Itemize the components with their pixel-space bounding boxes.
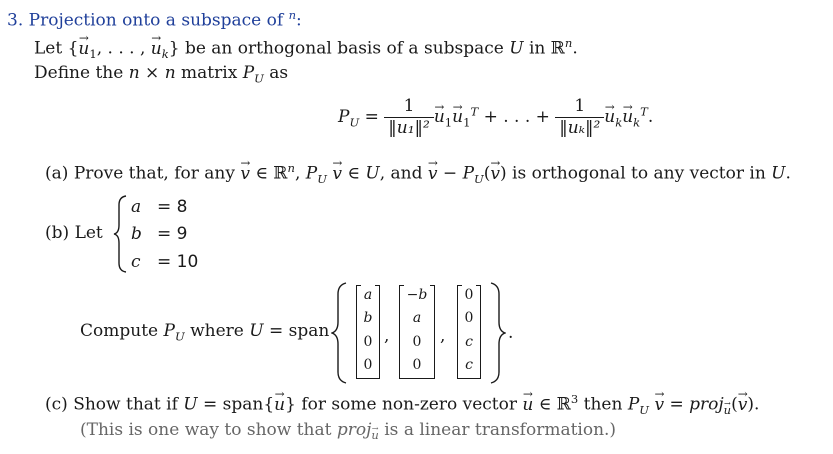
set-period: . bbox=[508, 323, 514, 343]
vector-u: → u bbox=[274, 395, 285, 415]
compute-U: U bbox=[249, 321, 264, 341]
superscript-n: n bbox=[564, 36, 573, 50]
vector-2-entry-3: 0 bbox=[412, 334, 422, 350]
formula-u1-sub: 1 bbox=[444, 115, 453, 130]
vector-v-3: → v bbox=[428, 164, 438, 184]
part-a-text-2: ∈ ℝ bbox=[250, 163, 288, 184]
text-let: Let { bbox=[34, 38, 79, 59]
part-a-U-2: U bbox=[771, 163, 786, 184]
part-c-U: U bbox=[183, 394, 198, 415]
part-a-text-1: Prove that, for any bbox=[73, 163, 241, 184]
part-c-text-6: = bbox=[664, 394, 690, 415]
formula-uk: → u bbox=[604, 109, 615, 126]
part-c-note-2: is a linear transformation.) bbox=[378, 420, 617, 440]
part-a-text-5: , and bbox=[379, 163, 428, 184]
case-value-a: = 8 bbox=[157, 197, 188, 217]
set-left-brace-icon bbox=[331, 282, 349, 384]
part-c-label: (c) bbox=[45, 394, 68, 415]
text-basis: } be an orthogonal basis of a subspace bbox=[168, 38, 510, 59]
text-define: Define the bbox=[34, 63, 129, 83]
part-c-proj: proj bbox=[689, 394, 724, 415]
problem-heading bbox=[7, 8, 302, 31]
text-in-R: in ℝ bbox=[523, 38, 565, 59]
part-c-sup-3: 3 bbox=[570, 392, 579, 406]
formula-transpose-k: T bbox=[640, 104, 648, 119]
vector-3-entry-4: c bbox=[465, 357, 473, 373]
note-proj-subscript-u: → $_u$ bbox=[371, 428, 378, 442]
vector-v: → v bbox=[240, 164, 250, 184]
part-c-text-4: ∈ ℝ bbox=[533, 394, 571, 415]
part-c-text-2: = span{ bbox=[197, 394, 275, 415]
vector-3-entry-2: 0 bbox=[464, 310, 474, 326]
vector-v-c-2: → v bbox=[738, 395, 748, 415]
vector-2-entry-2: a bbox=[412, 310, 422, 326]
vector-v-2: → v bbox=[332, 164, 342, 184]
part-a-text-7: ( bbox=[483, 163, 491, 184]
part-a-text-8: ) is orthogonal to any vector in bbox=[500, 163, 772, 184]
compute-P: P bbox=[163, 321, 175, 341]
part-b-let: Let bbox=[74, 223, 103, 243]
formula-u1-transpose: → u bbox=[452, 109, 463, 126]
formula-ukt-sub: k bbox=[633, 115, 641, 130]
part-a-text-3: , bbox=[294, 163, 306, 184]
vector-separator-1: , bbox=[384, 326, 390, 346]
formula-subscript-U: U bbox=[349, 115, 360, 130]
part-c-text-3: } for some non-zero vector bbox=[285, 394, 523, 415]
case-row-c bbox=[131, 252, 198, 272]
part-a-text-6: − bbox=[437, 163, 463, 184]
compute-P-sub: U bbox=[174, 329, 185, 344]
part-a-P-2: P bbox=[462, 163, 475, 184]
compute-text: Compute bbox=[80, 321, 164, 341]
part-a-end: . bbox=[785, 163, 791, 184]
part-a-P: P bbox=[305, 163, 318, 184]
case-var-a: a bbox=[131, 197, 142, 217]
part-a-P-sub: U bbox=[317, 172, 327, 187]
fraction-1 bbox=[384, 98, 434, 137]
part-a-sup-n: n bbox=[287, 161, 295, 175]
fraction-1-denominator: ‖u₁‖² bbox=[388, 118, 430, 138]
fraction-1-numerator: 1 bbox=[384, 98, 434, 118]
subscript-k: k bbox=[161, 47, 169, 62]
part-b-label-line bbox=[45, 223, 103, 243]
problem-line-2 bbox=[34, 63, 288, 85]
cases-brace-icon bbox=[113, 195, 129, 273]
problem-number: 3. bbox=[7, 10, 24, 31]
fraction-k-denominator: ‖uₖ‖² bbox=[559, 118, 601, 138]
case-value-c: = 10 bbox=[157, 252, 199, 272]
compute-line bbox=[80, 321, 329, 343]
part-c-text-5: then bbox=[578, 394, 628, 415]
part-c-note-proj: proj bbox=[336, 420, 372, 440]
case-var-c: c bbox=[131, 252, 141, 272]
part-c-note-1: (This is one way to show that bbox=[80, 420, 337, 440]
part-c-text-7: ( bbox=[731, 394, 738, 415]
formula-u1t-sub: 1 bbox=[463, 115, 471, 130]
part-a bbox=[45, 161, 791, 186]
vector-2-entry-4: 0 bbox=[412, 357, 422, 373]
vector-u1: → u bbox=[78, 39, 89, 59]
part-c-P-sub: U bbox=[639, 403, 650, 418]
part-a-P2-sub: U bbox=[474, 172, 484, 187]
projection-formula bbox=[338, 98, 653, 137]
fraction-k-numerator: 1 bbox=[555, 98, 604, 118]
title-superscript: n bbox=[288, 8, 296, 22]
part-c bbox=[45, 392, 759, 417]
compute-where: where bbox=[184, 321, 250, 341]
part-a-text-4: ∈ bbox=[341, 163, 366, 184]
part-c-P: P bbox=[627, 394, 640, 415]
formula-plus-dots: + . . . + bbox=[478, 107, 556, 127]
part-c-text-1: Show that if bbox=[73, 394, 184, 415]
part-a-U: U bbox=[365, 163, 380, 184]
text-period: . bbox=[572, 38, 578, 59]
case-var-b: b bbox=[131, 224, 142, 244]
compute-span: = span bbox=[263, 321, 330, 341]
basis-vector-2 bbox=[399, 285, 435, 379]
subscript-1: 1 bbox=[89, 47, 97, 62]
formula-transpose-1: T bbox=[470, 104, 479, 119]
proj-subscript-u: → $_u$ bbox=[724, 403, 731, 417]
set-right-brace-icon bbox=[488, 282, 506, 384]
basis-vector-3 bbox=[457, 285, 481, 379]
vector-v-c: → v bbox=[654, 395, 664, 415]
case-row-a bbox=[131, 197, 187, 217]
basis-vector-1 bbox=[356, 285, 380, 379]
formula-uk-sub: k bbox=[615, 115, 623, 130]
vector-uk: → u bbox=[151, 39, 162, 59]
vector-1-entry-3: 0 bbox=[363, 334, 373, 350]
vector-1-entry-2: b bbox=[363, 310, 373, 326]
part-c-note bbox=[80, 420, 616, 442]
formula-P: P bbox=[338, 107, 350, 127]
text-as: as bbox=[263, 63, 289, 83]
case-row-b bbox=[131, 224, 187, 244]
case-value-b: = 9 bbox=[157, 224, 188, 244]
part-c-text-8: ). bbox=[747, 394, 760, 415]
text-matrix: matrix bbox=[175, 63, 243, 83]
vector-3-entry-3: c bbox=[465, 334, 473, 350]
vector-separator-2: , bbox=[440, 326, 446, 346]
vector-2-entry-1: −b bbox=[406, 287, 428, 303]
problem-line-1 bbox=[34, 36, 578, 61]
vector-1-entry-4: 0 bbox=[363, 357, 373, 373]
vector-1-entry-1: a bbox=[363, 287, 373, 303]
vector-u-2: → u bbox=[522, 395, 533, 415]
text-dimensions: n × n bbox=[128, 63, 176, 83]
title-colon: : bbox=[296, 10, 302, 31]
symbol-P: P bbox=[242, 63, 255, 83]
problem-title: Projection onto a subspace of bbox=[28, 10, 289, 31]
part-b-label: (b) bbox=[45, 223, 70, 243]
subscript-U: U bbox=[254, 71, 264, 86]
part-a-label: (a) bbox=[45, 163, 69, 184]
formula-uk-transpose: → u bbox=[622, 109, 633, 126]
vector-3-entry-1: 0 bbox=[464, 287, 474, 303]
formula-equals: = bbox=[359, 107, 385, 127]
fraction-k bbox=[555, 98, 604, 137]
text-ellipsis: , . . . , bbox=[96, 38, 151, 59]
symbol-U: U bbox=[509, 38, 524, 59]
formula-period: . bbox=[647, 107, 654, 127]
formula-u1: → u bbox=[434, 109, 445, 126]
vector-v-4: → v bbox=[490, 164, 500, 184]
